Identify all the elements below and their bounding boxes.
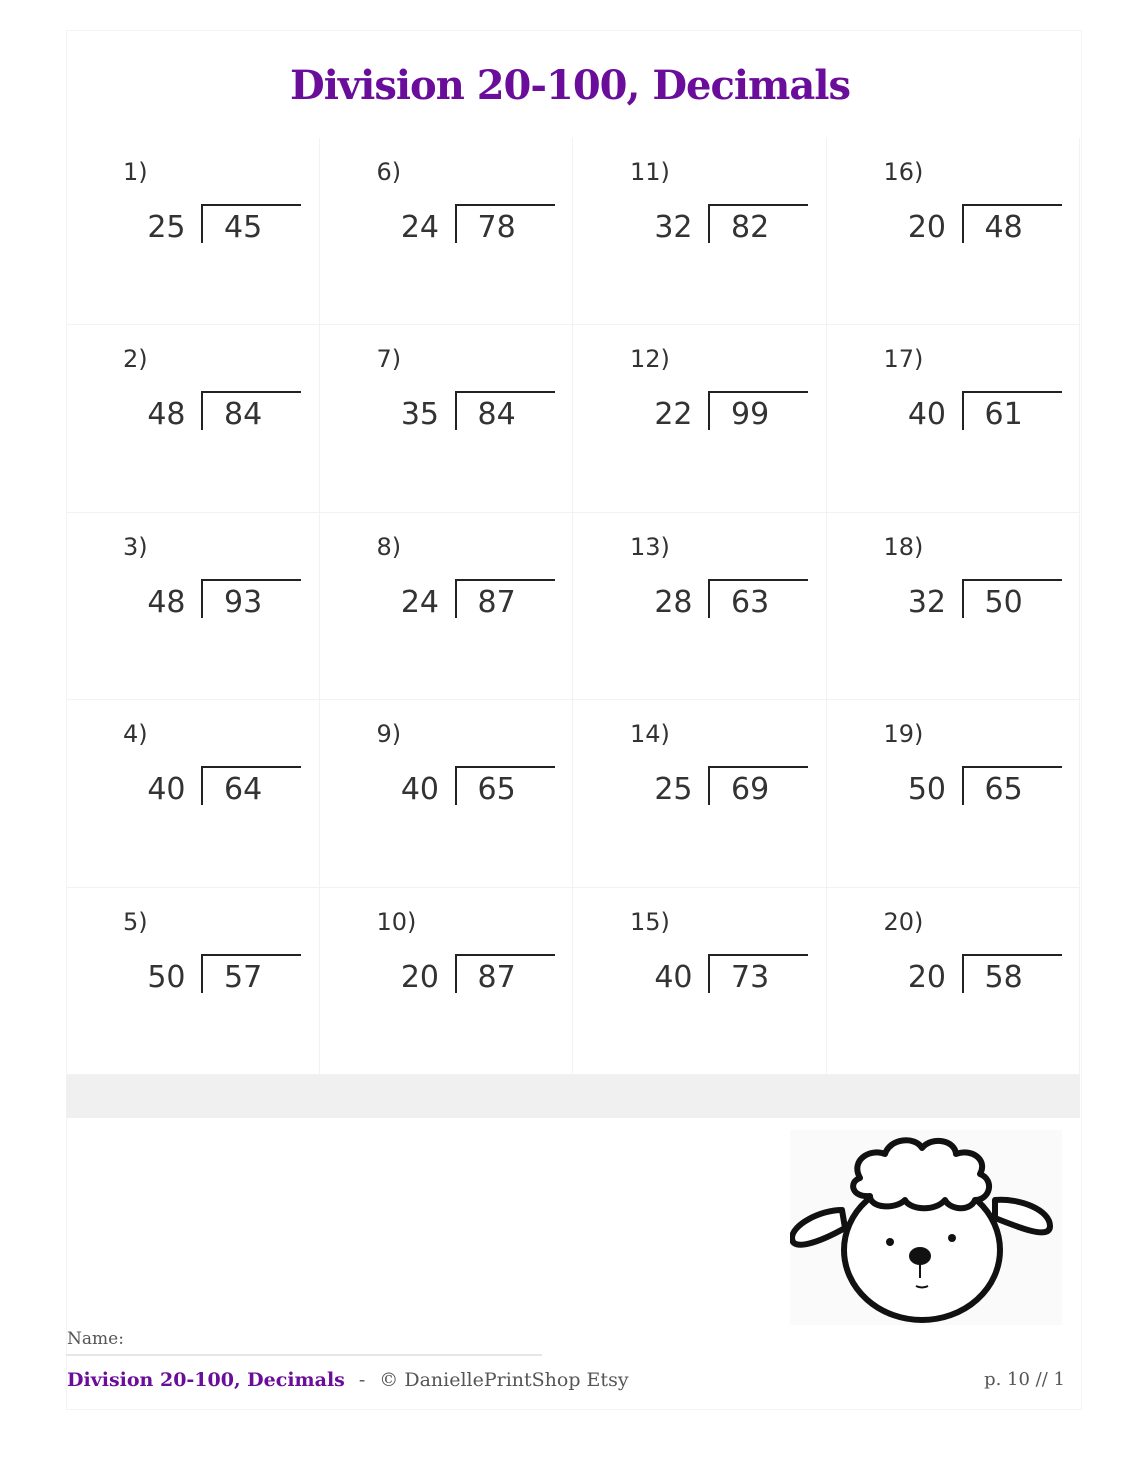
problem-cell bbox=[573, 700, 827, 887]
divisor: 35 bbox=[400, 397, 439, 433]
dividend: 64 bbox=[224, 772, 263, 808]
dividend: 87 bbox=[477, 584, 516, 620]
problem-cell bbox=[320, 888, 574, 1075]
divisor: 32 bbox=[654, 210, 693, 245]
dividend: 84 bbox=[477, 397, 516, 433]
divisor: 40 bbox=[400, 772, 439, 808]
problem-number: 16) bbox=[883, 158, 924, 186]
problem-cell bbox=[320, 325, 574, 512]
divisor: 28 bbox=[654, 584, 693, 620]
problem-cell bbox=[827, 325, 1081, 512]
divisor: 32 bbox=[907, 584, 946, 620]
name-label: Name: bbox=[67, 1329, 124, 1349]
problem-cell bbox=[827, 513, 1081, 700]
dividend: 87 bbox=[477, 959, 516, 995]
divisor: 25 bbox=[147, 210, 186, 245]
problem-cell bbox=[827, 700, 1081, 887]
footer-separator: - bbox=[358, 1369, 366, 1391]
dividend: 73 bbox=[731, 959, 770, 995]
name-line[interactable] bbox=[66, 1354, 542, 1356]
problem-number: 2) bbox=[123, 345, 148, 374]
footer-title: Division 20-100, Decimals bbox=[67, 1369, 345, 1391]
dividend: 48 bbox=[984, 210, 1023, 245]
footer bbox=[67, 1369, 629, 1391]
dividend: 58 bbox=[984, 959, 1023, 995]
divisor: 48 bbox=[147, 584, 186, 620]
dividend: 78 bbox=[477, 210, 516, 245]
problem-number: 9) bbox=[376, 720, 402, 749]
problem-cell bbox=[66, 513, 320, 700]
dividend: 65 bbox=[477, 772, 516, 808]
problem-number: 4) bbox=[123, 720, 148, 749]
problem-number: 19) bbox=[883, 720, 924, 749]
problem-cell bbox=[66, 700, 320, 887]
problem-number: 8) bbox=[376, 532, 402, 561]
problem-grid bbox=[66, 138, 1080, 1075]
dividend: 93 bbox=[224, 584, 263, 620]
problem-number: 5) bbox=[123, 907, 148, 936]
problem-number: 18) bbox=[883, 532, 924, 561]
problem-number: 11) bbox=[630, 158, 670, 186]
problem-cell bbox=[66, 888, 320, 1075]
divisor: 50 bbox=[147, 959, 186, 995]
problem-number: 13) bbox=[630, 532, 670, 561]
problem-cell bbox=[320, 700, 574, 887]
problem-cell bbox=[320, 513, 574, 700]
problem-number: 14) bbox=[630, 720, 670, 749]
dividend: 69 bbox=[731, 772, 770, 808]
problem-number: 10) bbox=[376, 907, 417, 936]
problem-cell bbox=[573, 513, 827, 700]
problem-cell bbox=[66, 138, 320, 325]
problem-cell bbox=[320, 138, 574, 325]
sheep-illustration bbox=[790, 1130, 1062, 1325]
problem-number: 3) bbox=[123, 532, 148, 561]
divisor: 40 bbox=[907, 397, 946, 433]
divisor: 20 bbox=[907, 959, 946, 995]
dividend: 65 bbox=[984, 772, 1023, 808]
dividend: 50 bbox=[984, 584, 1023, 620]
divisor: 40 bbox=[147, 772, 186, 808]
problem-number: 7) bbox=[376, 345, 402, 374]
problem-number: 12) bbox=[630, 345, 670, 374]
divisor: 25 bbox=[654, 772, 693, 808]
divisor: 24 bbox=[400, 584, 439, 620]
divisor: 20 bbox=[907, 210, 946, 245]
problem-cell bbox=[573, 325, 827, 512]
divisor: 50 bbox=[907, 772, 946, 808]
problem-number: 15) bbox=[630, 907, 670, 936]
problem-number: 20) bbox=[883, 907, 924, 936]
dividend: 45 bbox=[224, 210, 263, 245]
problem-number: 1) bbox=[123, 158, 148, 186]
divisor: 22 bbox=[654, 397, 693, 433]
footer-copyright: © DaniellePrintShop Etsy bbox=[379, 1369, 629, 1391]
divisor: 40 bbox=[654, 959, 693, 995]
sheep-icon bbox=[790, 1130, 1062, 1325]
problem-number: 6) bbox=[376, 158, 402, 186]
problem-cell bbox=[573, 138, 827, 325]
page-title: Division 20-100, Decimals bbox=[290, 62, 850, 109]
problem-cell bbox=[827, 138, 1081, 325]
dividend: 61 bbox=[984, 397, 1023, 433]
dividend: 99 bbox=[731, 397, 770, 433]
dividend: 63 bbox=[731, 584, 770, 620]
dividend: 57 bbox=[224, 959, 263, 995]
dividend: 84 bbox=[224, 397, 263, 433]
divisor: 24 bbox=[400, 210, 439, 245]
dividend: 82 bbox=[731, 210, 770, 245]
problem-cell bbox=[827, 888, 1081, 1075]
problem-cell bbox=[66, 325, 320, 512]
divider-band bbox=[66, 1075, 1080, 1118]
problem-number: 17) bbox=[883, 345, 924, 374]
page-number: p. 10 // 1 bbox=[984, 1369, 1065, 1390]
divisor: 48 bbox=[147, 397, 186, 433]
problem-cell bbox=[573, 888, 827, 1075]
divisor: 20 bbox=[400, 959, 439, 995]
